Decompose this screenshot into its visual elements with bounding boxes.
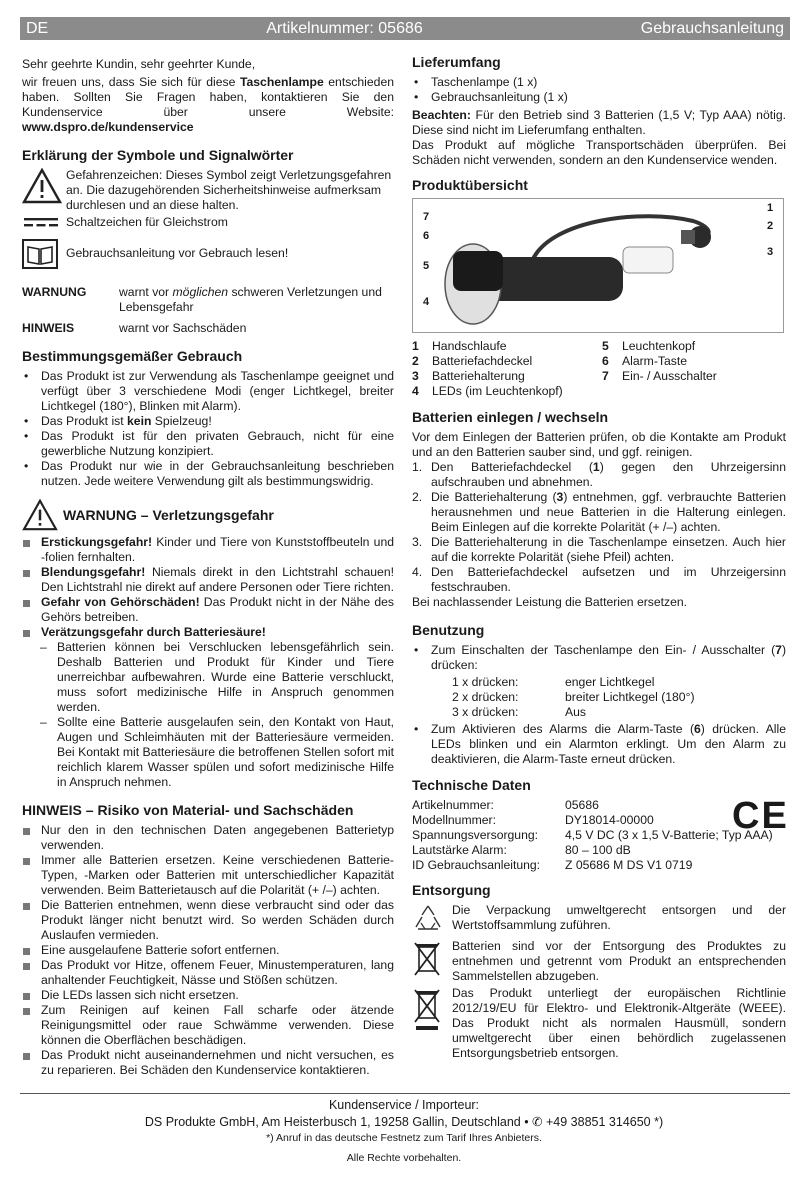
tech-row: Spannungsversorgung: 4,5 V DC (3 x 1,5 V-Batterie; Typ AAA) [412,828,773,842]
crossed-bin-icon [412,939,442,979]
list-item: • Taschenlampe (1 x) [412,75,786,90]
acid-list [22,640,394,790]
intro-text: wir freuen uns, dass Sie sich für diese Taschenlampe entschieden haben. Sollten Sie Fragen haben, kontaktieren Sie den Kundenservice über unsere Website: www.dspro.de/kundenservice [22,75,394,134]
tech-row: ID Gebrauchsanleitung: Z 05686 M DS V1 0719 [412,858,693,872]
delivery-heading: Lieferumfang [412,54,501,70]
delivery-note: Beachten: Für den Betrieb sind 3 Batterien (1,5 V; Typ AAA) nötig. Diese sind nicht im Lieferumfang enthalten. [412,108,786,137]
list-item: • Das Produkt ist kein Spielzeug! [22,414,394,429]
press-row: 1 x drücken: enger Lichtkegel [452,675,655,689]
symbol-manual: Gebrauchsanleitung vor Gebrauch lesen! [22,239,394,273]
document-title: Gebrauchsanleitung [640,20,784,37]
list-item: 3. Die Batteriehalterung in die Taschenlampe einsetzen. Auch hier auf die korrekte Polarität (siehe Pfeil) achten. [412,535,786,564]
list-item: Nur den in den technischen Daten angegebenen Batterietyp verwenden. [22,823,394,853]
disposal-batteries: Batterien sind vor der Entsorgung des Produktes zu entnehmen und getrennt vom Produkt an entsprechenden Sammelstellen abzugeben. [412,939,786,984]
tech-table [412,795,789,873]
def-warning: WARNUNG warnt vor möglichen schweren Verletzungen und Lebensgefahr [22,285,382,314]
list-item: Das Produkt nicht auseinandernehmen und nicht versuchen, es zu reparieren. Bei Schäden den Kundenservice kontaktieren. [22,1048,394,1078]
press-table [412,675,786,720]
legend-item: 1 Handschlaufe [412,339,507,353]
tech-row: Artikelnummer: 05686 [412,798,599,812]
list-item: • Das Produkt ist zur Verwendung als Taschenlampe geeignet und verfügt über 3 verschiedene Modi (enger Lichtkegel, breiter Lichtkegel (180°), Blinken mit Alarm). [22,369,394,414]
list-item: Das Produkt vor Hitze, offenem Feuer, Minustemperaturen, lang anhaltender Feuchtigkeit, Nässe und Stößen schützen. [22,958,394,988]
language-code: DE [26,20,49,37]
flashlight-illustration [413,199,783,332]
notice-list [22,823,394,1078]
legend-item: 3 Batteriehalterung [412,369,525,383]
header-bar [20,17,790,40]
footer-company: DS Produkte GmbH, Am Heisterbusch 1, 19258 Gallin, Deutschland • ✆ +49 38851 314650 *) [144,1115,664,1129]
list-item: Gefahr von Gehörschäden! Das Produkt nicht in der Nähe des Gehörs betreiben. [22,595,394,625]
delivery-note-2: Das Produkt auf mögliche Transportschäden überprüfen. Bei Schäden nicht verwenden, sondern an den Kundenservice wenden. [412,138,786,167]
def-hint: HINWEIS warnt vor Sachschäden [22,321,247,335]
right-column [412,54,789,1063]
warning-triangle-icon [22,168,62,204]
symbol-danger: Gefahrenzeichen: Dieses Symbol zeigt Verletzungsgefahren an. Die dazugehörenden Sicherheitshinweise aufmerksam durchlesen und an diese halten. [22,168,394,213]
list-item: 4. Den Batteriefachdeckel aufsetzen und im Uhrzeigersinn festschrauben. [412,565,786,594]
press-row: 2 x drücken: breiter Lichtkegel (180°) [452,690,695,704]
warning-list [22,535,394,640]
list-item: Erstickungsgefahr! Kinder und Tiere von Kunststoffbeuteln und -folien fernhalten. [22,535,394,565]
callout-4: 4 [423,296,430,308]
footer-note: *) Anruf in das deutsche Festnetz zum Tarif Ihres Anbieters. [266,1132,542,1144]
callout-5: 5 [423,260,430,272]
footer-rights: Alle Rechte vorbehalten. [346,1152,462,1164]
battery-steps [412,460,786,595]
operation-heading: Benutzung [412,622,485,638]
footer [0,1093,808,1165]
operation-list [412,643,786,673]
warning-heading: WARNUNG – Verletzungsgefahr [22,499,394,531]
tech-row: Modellnummer: DY18014-00000 [412,813,654,827]
service-url[interactable]: www.dspro.de/kundenservice [22,120,194,134]
recycling-icon [412,903,444,933]
greeting: Sehr geehrte Kundin, sehr geehrter Kunde, [22,57,256,71]
list-item: Die LEDs lassen sich nicht ersetzen. [22,988,394,1003]
left-column [22,54,394,1078]
ce-mark: CE [732,795,789,837]
article-number: Artikelnummer: 05686 [266,20,423,37]
list-item: Blendungsgefahr! Niemals direkt in den Lichtstrahl schauen! Den Lichtstrahl nie direkt auf andere Personen oder Tiere richten. [22,565,394,595]
product-image [412,198,784,333]
operation-list-2 [412,722,786,767]
callout-7: 7 [423,211,430,223]
list-item: – Batterien können bei Verschlucken lebensgefährlich sein. Deshalb Batterien und Produkt für Kinder und Tiere unerreichbar aufbewahren. Wurde eine Batterie verschluckt, muss sofort medizinische Hilfe in Anspruch genommen werden. [40,640,394,715]
list-item: – Sollte eine Batterie ausgelaufen sein, den Kontakt von Haut, Augen und Schleimhäuten mit der Batteriesäure vermeiden. Bei Kontakt mit Batteriesäure die betroffenen Stellen sofort mit reichlich klarem Wasser spülen und sofort medizinische Hilfe in Anspruch nehmen. [40,715,394,790]
list-item: Die Batterien entnehmen, wenn diese verbraucht sind oder das Produkt länger nicht benutzt wird. So werden Schäden durch Auslaufen vermieden. [22,898,394,943]
footer-service: Kundenservice / Importeur: [328,1098,480,1112]
callout-2: 2 [767,220,774,232]
callout-1: 1 [767,202,774,214]
product-legend [412,339,786,399]
battery-intro: Vor dem Einlegen der Batterien prüfen, ob die Kontakte am Produkt und an den Batterien sauber sind, und ggf. reinigen. [412,430,786,459]
tech-heading: Technische Daten [412,777,531,793]
disposal-packaging: Die Verpackung umweltgerecht entsorgen und der Wertstoffsammlung zuführen. [412,903,786,937]
legend-item: 7 Ein- / Ausschalter [602,369,717,383]
press-row: 3 x drücken: Aus [452,705,587,719]
usage-heading: Bestimmungsgemäßer Gebrauch [22,348,243,364]
list-item: • Zum Aktivieren des Alarms die Alarm-Taste (6) drücken. Alle LEDs blinken und ein Alarmton erklingt. Um den Alarm zu deaktivieren, die Alarm-Taste erneut drücken. [412,722,786,767]
list-item: Verätzungsgefahr durch Batteriesäure! [22,625,394,640]
legend-item: 5 Leuchtenkopf [602,339,696,353]
symbol-dc: Schaltzeichen für Gleichstrom [22,215,394,233]
weee-bin-icon [412,986,442,1032]
delivery-list [412,75,786,105]
callout-6: 6 [423,230,430,242]
list-item: Immer alle Batterien ersetzen. Keine verschiedenen Batterie-Typen, -Marken oder Batterien mit unterschiedlicher Kapazität verwenden. Beim Batterietausch auf die Polarität (+ /–) achten. [22,853,394,898]
list-item: • Gebrauchsanleitung (1 x) [412,90,786,105]
legend-item: 6 Alarm-Taste [602,354,688,368]
list-item: • Zum Einschalten der Taschenlampe den Ein- / Ausschalter (7) drücken: [412,643,786,673]
notice-heading: HINWEIS – Risiko von Material- und Sachschäden [22,802,354,818]
legend-item: 2 Batteriefachdeckel [412,354,533,368]
usage-list [22,369,394,489]
list-item: Eine ausgelaufene Batterie sofort entfernen. [22,943,394,958]
list-item: 2. Die Batteriehalterung (3) entnehmen, ggf. verbrauchte Batterien herausnehmen und neue Batterien in die Halterung einlegen. Beim Einlegen auf die korrekte Polarität (+ /–) achten. [412,490,786,534]
disposal-weee: Das Produkt unterliegt der europäischen Richtlinie 2012/19/EU für Elektro- und Elektronik-Altgeräte (WEEE). Das Produkt nicht als normalen Hausmüll, sondern umweltgerecht über einen behördlich zugelassenen Entsorgungsbetrieb entsorgen. [412,986,786,1061]
legend-item: 4 LEDs (im Leuchtenkopf) [412,384,563,398]
list-item: 1. Den Batteriefachdeckel (1) gegen den Uhrzeigersinn aufschrauben und abnehmen. [412,460,786,489]
callout-3: 3 [767,246,774,258]
battery-heading: Batterien einlegen / wechseln [412,409,609,425]
footer-divider [20,1093,790,1094]
warning-triangle-icon [22,499,58,531]
list-item: • Das Produkt nur wie in der Gebrauchsanleitung beschrieben nutzen. Jede weitere Verwendung gilt als bestimmungswidrig. [22,459,394,489]
battery-outro: Bei nachlassender Leistung die Batterien ersetzen. [412,595,688,609]
disposal-heading: Entsorgung [412,882,491,898]
tech-row: Lautstärke Alarm: 80 – 100 dB [412,843,631,857]
read-manual-icon [22,239,58,269]
direct-current-icon [22,215,62,229]
symbols-heading: Erklärung der Symbole und Signalwörter [22,147,294,163]
list-item: Zum Reinigen auf keinen Fall scharfe oder ätzende Reinigungsmittel oder raue Schwämme verwenden. Diese können die Oberflächen beschädigen. [22,1003,394,1048]
list-item: • Das Produkt ist für den privaten Gebrauch, nicht für eine gewerbliche Nutzung konzipiert. [22,429,394,459]
overview-heading: Produktübersicht [412,177,528,193]
